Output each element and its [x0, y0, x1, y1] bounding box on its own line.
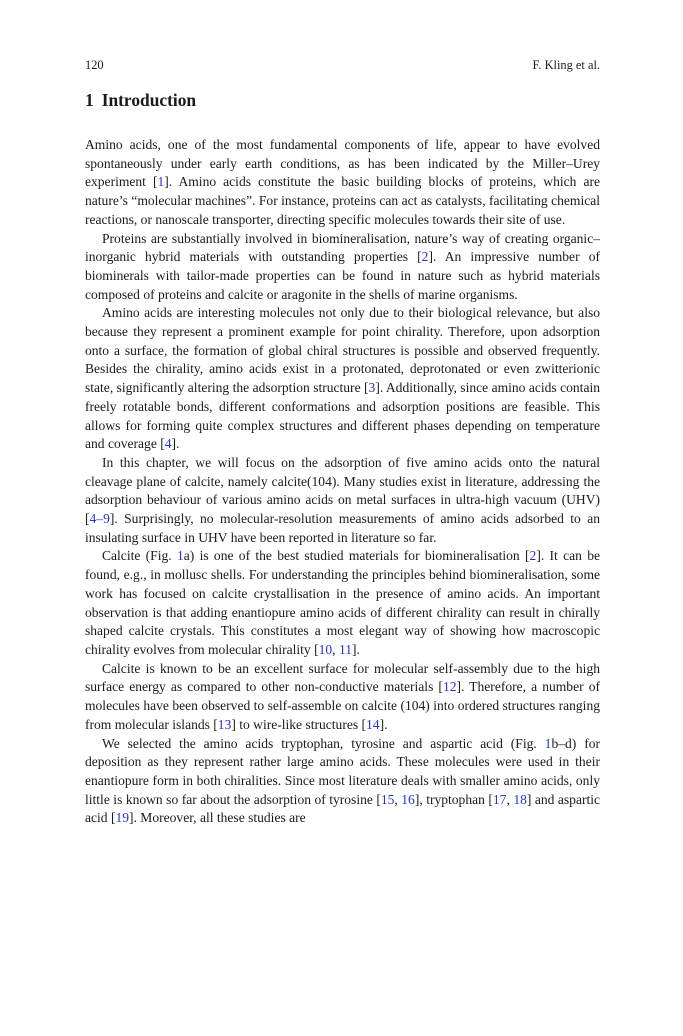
paragraph-text: Amino acids are interesting molecules not only due to their biological relevance, but also because they represent a prominent example for point chirality. Therefore, upon adsorption onto a surface, the formation of global chiral structures is possible and observed frequently. Besides the chirality, amino acids exist in a protonated, deprotonated or even zwitterionic state, significantly altering the adsorption structure [: [85, 305, 600, 396]
paragraph-text: ]. An impressive number of biominerals with tailor-made properties can be found in nature such as hybrid materials composed of proteins and calcite or aragonite in the shells of marine organisms.: [85, 249, 600, 302]
paragraph: [85, 136, 600, 230]
paragraph-text: ]. Amino acids constitute the basic building blocks of proteins, which are nature’s “molecular machines”. For instance, proteins can act as catalysts, facilitating chemical reactions, or nanoscale transporter, directing specific molecules towards their site of use.: [85, 174, 600, 227]
citation-link[interactable]: 10: [318, 641, 333, 657]
citation-link[interactable]: 14: [366, 716, 380, 732]
running-head-authors: F. Kling et al.: [532, 58, 600, 72]
paragraph-text: ].: [379, 716, 388, 732]
paragraph-text: ] and aspartic acid [: [85, 791, 601, 826]
paragraph: [85, 547, 600, 659]
citation-link[interactable]: 1: [157, 174, 165, 190]
paragraph-text: ].: [351, 641, 360, 657]
section-number: 1: [85, 90, 94, 110]
citation-link[interactable]: 18: [513, 791, 527, 807]
paragraph-text: Proteins are substantially involved in biomineralisation, nature’s way of creating organic–inorganic hybrid materials with outstanding properties [: [85, 230, 600, 265]
page-number: 120: [85, 58, 104, 72]
citation-link[interactable]: 4: [164, 436, 172, 452]
citation-link[interactable]: 16: [401, 791, 415, 807]
paragraph-text: a) is one of the best studied materials for biomineralisation [: [183, 548, 530, 564]
paragraph: [85, 304, 600, 454]
running-head: [85, 57, 600, 73]
paragraph-text: Calcite is known to be an excellent surface for molecular self-assembly due to the high surface energy as compared to other non-conductive materials [: [85, 660, 600, 695]
paragraph: [85, 454, 600, 548]
paragraph: [85, 660, 600, 735]
paragraph: [85, 735, 600, 829]
paragraph-text: ,: [394, 791, 402, 807]
section-title: Introduction: [101, 90, 197, 110]
citation-link[interactable]: 13: [217, 716, 232, 732]
paragraph: [85, 230, 600, 305]
paragraph-text: ] to wire-like structures [: [231, 716, 367, 732]
paragraph-text: ], tryptophan [: [414, 791, 493, 807]
paragraph-text: Amino acids, one of the most fundamental components of life, appear to have evolved spontaneously under early earth conditions, as has been indicated by the Miller–Urey experiment [: [85, 137, 600, 190]
citation-link[interactable]: 2: [529, 548, 537, 564]
paragraph-text: ]. Therefore, a number of molecules have been observed to self-assemble on calcite (104) into ordered structures ranging from molecular islands [: [85, 679, 600, 732]
paragraph-text: Calcite (Fig.: [102, 548, 177, 564]
citation-link[interactable]: 12: [442, 679, 457, 695]
citation-link[interactable]: 17: [492, 791, 507, 807]
citation-link[interactable]: 3: [368, 380, 376, 396]
citation-link[interactable]: 19: [115, 810, 130, 826]
paragraph-text: ,: [506, 791, 514, 807]
paragraph-text: ]. Moreover, all these studies are: [129, 810, 306, 826]
paragraph-text: ]. Additionally, since amino acids contain freely rotatable bonds, different conformations and adsorption positions are feasible. This allows for forming quite complex structures and different phases depending on temperature and coverage [: [85, 380, 600, 452]
paragraph-text: ,: [332, 641, 339, 657]
citation-link[interactable]: 2: [421, 249, 429, 265]
paragraph-text: ]. Surprisingly, no molecular-resolution measurements of amino acids adsorbed to an insulating surface in UHV have been reported in literature so far.: [85, 511, 600, 545]
citation-link[interactable]: 11: [338, 641, 352, 657]
body-text: [85, 136, 600, 828]
citation-link[interactable]: 4–9: [89, 511, 110, 527]
paragraph-text: b–d) for deposition as they represent rather large amino acids. These molecules were used in their enantiopure form in both chiralities. Since most literature deals with smaller amino acids, only little is known so far about the adsorption of tyrosine [: [85, 735, 601, 807]
paragraph-text: ].: [171, 436, 180, 452]
citation-link[interactable]: 1: [176, 548, 184, 564]
citation-link[interactable]: 1: [544, 735, 552, 751]
paragraph-text: We selected the amino acids tryptophan, tyrosine and aspartic acid (Fig.: [102, 735, 545, 751]
paragraph-text: In this chapter, we will focus on the adsorption of five amino acids onto the natural cleavage plane of calcite, namely calcite(104). Many studies exist in literature, addressing the adsorption behaviour of various amino acids on metal surfaces in ultra-high vacuum (UHV) [: [85, 454, 600, 527]
paragraph-text: ]. It can be found, e.g., in mollusc shells. For understanding the principles behind biomineralisation, some work has focused on calcite crystallisation in the presence of amino acids. An important observation is that adding enantiopure amino acids of different chirality can result in chirally shaped calcite crystals. This constitutes a most elegant way of showing how macroscopic chirality evolves from molecular chirality [: [85, 548, 601, 657]
citation-link[interactable]: 15: [380, 791, 395, 807]
section-heading: [85, 89, 196, 111]
